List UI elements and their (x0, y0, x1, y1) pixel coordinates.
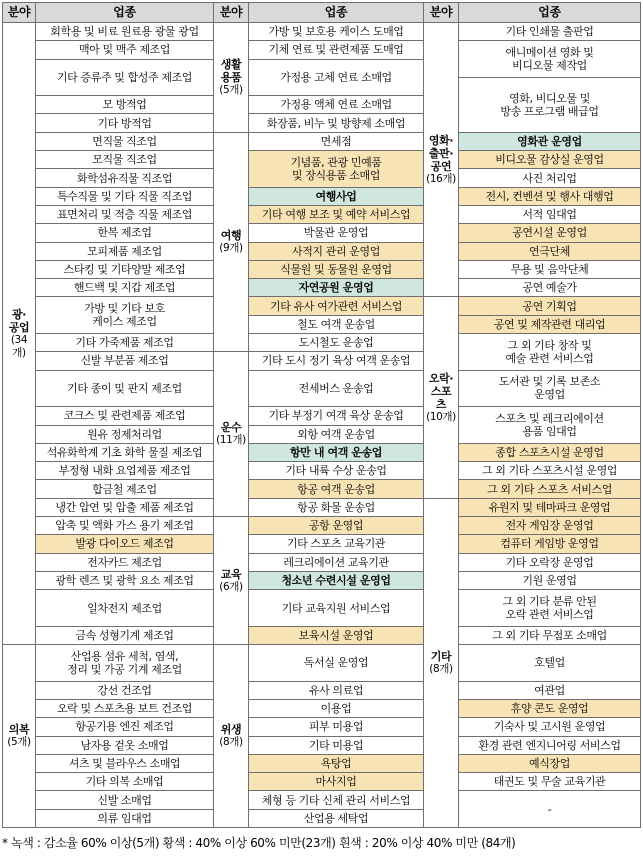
industry-cell: 기타 의복 소매업 (36, 773, 214, 791)
industry-cell: 면직물 직조업 (36, 132, 214, 150)
industry-cell: 기타 부정기 여객 육상 운송업 (249, 407, 424, 425)
header-category: 분야 (3, 3, 36, 23)
industry-cell: 기타 스포츠 교육기관 (249, 535, 424, 553)
table-row (3, 645, 641, 663)
industry-cell: 항공 화물 운송업 (249, 498, 424, 516)
industry-cell: 유원지 및 테마파크 운영업 (459, 498, 641, 516)
table-row (3, 553, 641, 571)
industry-cell: 기숙사 및 고시원 운영업 (459, 718, 641, 736)
industry-cell: 청소년 수련시설 운영업 (249, 571, 424, 589)
industry-cell: 욕탕업 (249, 754, 424, 772)
industry-cell: 스타킹 및 기타양말 제조업 (36, 260, 214, 278)
category-count: (5개) (7, 736, 31, 749)
category-label: 광· 공업 (8, 307, 30, 334)
industry-cell: 오락 및 스포츠용 보트 건조업 (36, 699, 214, 717)
table-row (3, 187, 641, 205)
industry-cell: 무용 및 음악단체 (459, 260, 641, 278)
table-row (3, 407, 641, 425)
category-count: (10개) (426, 410, 456, 423)
category-label: 기타 (430, 649, 452, 663)
industry-cell: 비디오물 감상실 운영업 (459, 151, 641, 169)
table-row (3, 334, 641, 352)
table-row (3, 297, 641, 315)
industry-cell: 신발 소매업 (36, 791, 214, 809)
industry-cell: 원유 정제처리업 (36, 425, 214, 443)
industry-cell: 스포츠 및 레크리에이션 용품 임대업 (459, 407, 641, 444)
industry-cell: 철도 여객 운송업 (249, 315, 424, 333)
industry-cell: 종합 스포츠시설 운영업 (459, 443, 641, 461)
category-culture (424, 23, 459, 297)
industry-cell: 사적지 관리 운영업 (249, 242, 424, 260)
industry-cell: 화장품, 비누 및 방향제 소매업 (249, 114, 424, 132)
table-row (3, 773, 641, 791)
industry-cell: 신발 부분품 제조업 (36, 352, 214, 370)
category-education (214, 517, 249, 645)
industry-cell: 전시, 컨벤션 및 행사 대행업 (459, 187, 641, 205)
industry-cell: 영화관 운영업 (459, 132, 641, 150)
industry-cell: 맥아 및 맥주 제조업 (36, 41, 214, 59)
industry-cell: 코크스 및 관련제품 제조업 (36, 407, 214, 425)
category-sports (424, 297, 459, 498)
industry-cell: 애니메이션 영화 및 비디오물 제작업 (459, 41, 641, 78)
category-label: 의복 (8, 723, 30, 737)
industry-cell: 화학섬유직물 직조업 (36, 169, 214, 187)
industry-cell: 모 방적업 (36, 96, 214, 114)
category-etc (424, 498, 459, 827)
table-row (3, 242, 641, 260)
industry-cell: - (459, 791, 641, 828)
industry-cell: 기원 운영업 (459, 571, 641, 589)
table-row (3, 41, 641, 59)
industry-cell: 공연시설 운영업 (459, 224, 641, 242)
header-category: 분야 (214, 3, 249, 23)
industry-cell: 기타 미용업 (249, 736, 424, 754)
industry-cell: 기타 교육지원 서비스업 (249, 590, 424, 627)
industry-cell: 항만 내 여객 운송업 (249, 443, 424, 461)
industry-cell: 외항 여객 운송업 (249, 425, 424, 443)
color-legend: * 녹색 : 감소율 60% 이상(5개) 황색 : 40% 이상 60% 미만(23개) 흰색 : 20% 이상 40% 미만 (84개) (2, 836, 516, 850)
industry-cell: 가정용 액체 연료 소매업 (249, 96, 424, 114)
industry-cell: 체형 등 기타 신체 관리 서비스업 (249, 791, 424, 809)
table-row (3, 626, 641, 644)
category-label: 생활 용품 (220, 57, 242, 84)
category-count: (8개) (219, 736, 243, 749)
table-row (3, 498, 641, 516)
industry-cell: 가정용 고체 연료 소매업 (249, 59, 424, 96)
industry-cell: 공연 예술가 (459, 279, 641, 297)
industry-cell: 핸드백 및 지갑 제조업 (36, 279, 214, 297)
category-mining (3, 23, 36, 645)
industry-cell: 호텔업 (459, 645, 641, 682)
category-label: 위생 (220, 723, 242, 737)
category-label: 여행 (220, 229, 242, 243)
industry-cell: 기타 내륙 수상 운송업 (249, 462, 424, 480)
table-row (3, 23, 641, 41)
industry-cell: 레크리에이션 교육기관 (249, 553, 424, 571)
table-row (3, 462, 641, 480)
industry-cell: 그 외 기타 분류 안된 오락 관련 서비스업 (459, 590, 641, 627)
industry-cell: 석유화학계 기초 화학 물질 제조업 (36, 443, 214, 461)
industry-cell: 도시철도 운송업 (249, 334, 424, 352)
table-row (3, 736, 641, 754)
category-living (214, 23, 249, 133)
industry-cell: 기타 가죽제품 제조업 (36, 334, 214, 352)
category-count: (8개) (429, 662, 453, 675)
industry-cell: 환경 관련 엔지니어링 서비스업 (459, 736, 641, 754)
category-count: (34개) (10, 333, 28, 359)
industry-cell: 기타 오락장 운영업 (459, 553, 641, 571)
table-row (3, 151, 641, 169)
industry-cell: 기념품, 관광 민예품 및 장식용품 소매업 (249, 151, 424, 188)
industry-cell: 기타 도시 정기 육상 여객 운송업 (249, 352, 424, 370)
category-travel (214, 132, 249, 352)
industry-cell: 가방 및 보호용 케이스 도매업 (249, 23, 424, 41)
industry-cell: 압축 및 액화 가스 용기 제조업 (36, 517, 214, 535)
industry-cell: 산업용 섬유 세척, 염색, 정리 및 가공 기계 제조업 (36, 645, 214, 682)
industry-cell: 발광 다이오드 제조업 (36, 535, 214, 553)
industry-cell: 면세점 (249, 132, 424, 150)
industry-cell: 식물원 및 동물원 운영업 (249, 260, 424, 278)
category-count: (11개) (216, 434, 246, 447)
category-clothing (3, 645, 36, 828)
table-row (3, 754, 641, 772)
industry-cell: 강선 건조업 (36, 681, 214, 699)
industry-cell: 태권도 및 무술 교육기관 (459, 773, 641, 791)
industry-cell: 기타 종이 및 판지 제조업 (36, 370, 214, 407)
industry-cell: 기타 방적업 (36, 114, 214, 132)
industry-cell: 셔츠 및 블라우스 소매업 (36, 754, 214, 772)
industry-cell: 특수직물 및 기타 직물 직조업 (36, 187, 214, 205)
table-row (3, 681, 641, 699)
header-industry: 업종 (36, 3, 214, 23)
table-row (3, 443, 641, 461)
table-row (3, 718, 641, 736)
industry-cell: 예식장업 (459, 754, 641, 772)
category-label: 오락· 스포 츠 (428, 371, 454, 411)
header-row (3, 3, 641, 23)
category-label: 교육 (220, 567, 242, 581)
industry-cell: 가방 및 기타 보호 케이스 제조업 (36, 297, 214, 334)
table-row (3, 205, 641, 223)
table-row (3, 517, 641, 535)
industry-cell: 유사 의료업 (249, 681, 424, 699)
industry-cell: 기체 연료 및 관련제품 도매업 (249, 41, 424, 59)
industry-cell: 회학용 및 비료 원료용 광물 광업 (36, 23, 214, 41)
industry-cell: 독서실 운영업 (249, 645, 424, 682)
category-hygiene (214, 645, 249, 828)
industry-cell: 산업용 세탁업 (249, 809, 424, 827)
industry-cell: 항공기용 엔진 제조업 (36, 718, 214, 736)
header-industry: 업종 (459, 3, 641, 23)
table-body (3, 3, 641, 828)
industry-cell: 박물관 운영업 (249, 224, 424, 242)
industry-cell: 컴퓨터 게임방 운영업 (459, 535, 641, 553)
industry-cell: 사진 처리업 (459, 169, 641, 187)
industry-cell: 공항 운영업 (249, 517, 424, 535)
industry-cell: 항공 여객 운송업 (249, 480, 424, 498)
industry-cell: 표면처리 및 적층 직물 제조업 (36, 205, 214, 223)
table-row (3, 791, 641, 809)
table-row (3, 699, 641, 717)
industry-cell: 전자 게임장 운영업 (459, 517, 641, 535)
industry-cell: 남자용 겉옷 소매업 (36, 736, 214, 754)
category-label: 영화· 출판· 공연 (428, 133, 454, 173)
category-count: (9개) (219, 242, 243, 255)
header-category: 분야 (424, 3, 459, 23)
industry-cell: 모직물 직조업 (36, 151, 214, 169)
header-industry: 업종 (249, 3, 424, 23)
industry-cell: 기타 증류주 및 합성주 제조업 (36, 59, 214, 96)
industry-cell: 기타 여행 보조 및 예약 서비스업 (249, 205, 424, 223)
table-row (3, 224, 641, 242)
category-count: (5개) (219, 83, 243, 96)
table-row (3, 571, 641, 589)
table-row (3, 370, 641, 388)
category-transport (214, 352, 249, 517)
industry-cell: 휴양 콘도 운영업 (459, 699, 641, 717)
industry-cell: 피부 미용업 (249, 718, 424, 736)
table-row (3, 260, 641, 278)
industry-cell: 여행사업 (249, 187, 424, 205)
industry-cell: 마사지업 (249, 773, 424, 791)
industry-cell: 금속 성형기계 제조업 (36, 626, 214, 644)
industry-cell: 한복 제조업 (36, 224, 214, 242)
industry-cell: 광학 렌즈 및 광학 요소 제조업 (36, 571, 214, 589)
category-label: 운수 (220, 421, 242, 435)
category-count: (16개) (426, 172, 456, 185)
industry-cell: 전자카드 제조업 (36, 553, 214, 571)
industry-cell: 이용업 (249, 699, 424, 717)
industry-cell: 의류 임대업 (36, 809, 214, 827)
industry-cell: 기타 인쇄물 출판업 (459, 23, 641, 41)
industry-cell: 부정형 내화 요업제품 제조업 (36, 462, 214, 480)
industry-cell: 서적 임대업 (459, 205, 641, 223)
industry-cell: 영화, 비디오물 및 방송 프로그램 배급업 (459, 77, 641, 132)
table-row (3, 480, 641, 498)
industry-cell: 도서관 및 기록 보존소 운영업 (459, 370, 641, 407)
category-count: (6개) (219, 580, 243, 593)
table-row (3, 132, 641, 150)
industry-cell: 일차전지 제조업 (36, 590, 214, 627)
table-row (3, 590, 641, 608)
industry-cell: 여관업 (459, 681, 641, 699)
industry-cell: 그 외 기타 무점포 소매업 (459, 626, 641, 644)
industry-cell: 그 외 기타 스포츠시설 운영업 (459, 462, 641, 480)
industry-cell: 냉간 압연 및 압출 제품 제조업 (36, 498, 214, 516)
industry-cell: 그 외 기타 창작 및 예술 관련 서비스업 (459, 334, 641, 371)
industry-cell: 합금철 제조업 (36, 480, 214, 498)
industry-cell: 모피제품 제조업 (36, 242, 214, 260)
industry-cell: 기타 유사 여가관련 서비스업 (249, 297, 424, 315)
table-row (3, 535, 641, 553)
industry-cell: 연극단체 (459, 242, 641, 260)
industry-cell: 공연 및 제작관련 대리업 (459, 315, 641, 333)
industry-cell: 자연공원 운영업 (249, 279, 424, 297)
industry-cell: 그 외 기타 스포츠 서비스업 (459, 480, 641, 498)
industry-cell: 공연 기획업 (459, 297, 641, 315)
table-row (3, 279, 641, 297)
industry-table (2, 2, 641, 828)
industry-cell: 전세버스 운송업 (249, 370, 424, 407)
industry-cell: 보육시설 운영업 (249, 626, 424, 644)
